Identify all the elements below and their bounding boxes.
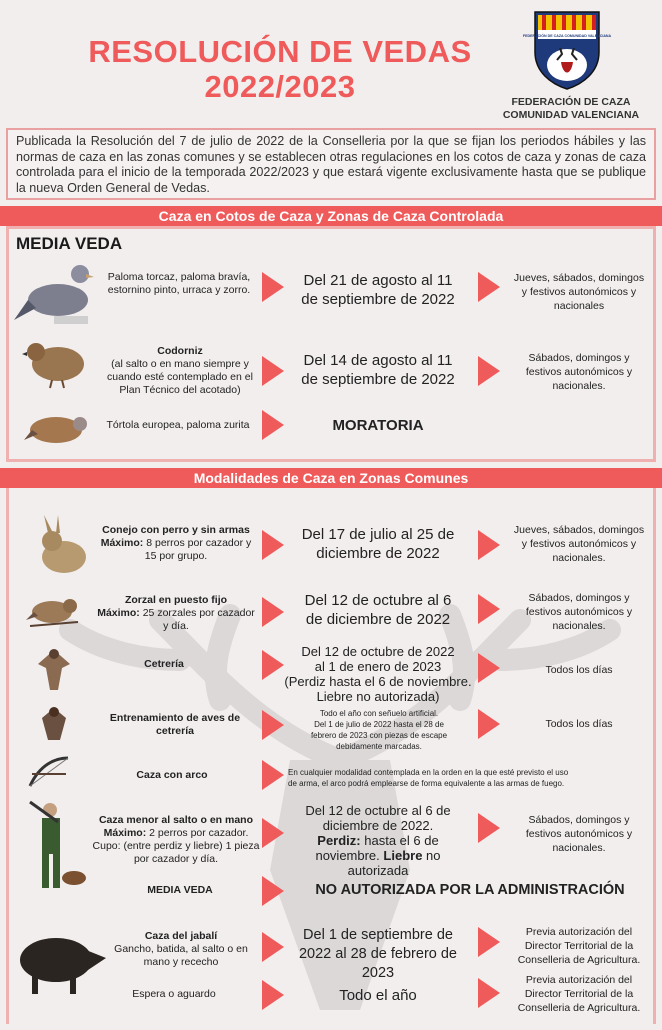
row-cetreria-date: Del 12 de octubre de 2022 al 1 de enero de 2023 (Perdiz hasta el 6 de noviembre. Liebre no autorizada) <box>284 644 472 704</box>
row-espera-title: Espera o aguardo <box>132 988 216 1000</box>
turtle-dove-icon <box>24 410 90 448</box>
title-line-2: 2022/2023 <box>204 69 356 104</box>
logo-text: FEDERACIÓN DE CAZA COMUNIDAD VALENCIANA <box>522 34 612 38</box>
arrow-icon <box>262 710 284 740</box>
row-tortola-status: MORATORIA <box>332 417 424 434</box>
arrow-icon <box>478 927 500 957</box>
row-caza-menor-date: Del 12 de octubre al 6 de diciembre de 2022. Perdiz: hasta el 6 de noviembre. Liebre no autorizada <box>305 803 451 878</box>
bow-icon <box>26 754 72 790</box>
row-caza-menor-desc: Caza menor al salto o en mano Máximo: 2 perros por cazador. Cupo: (entre perdiz y liebre) 1 pieza por cazador y día. <box>92 814 260 865</box>
row-zorzal-date: Del 12 de octubre al 6 de diciembre de 2022 <box>304 592 452 628</box>
hunter-with-dog-icon <box>30 800 86 892</box>
row-arco-note: En cualquier modalidad contemplada en la orden en la que esté previsto el uso de arma, el arco podrá emplearse de forma equivalente a las armas de fuego. <box>288 768 569 788</box>
row-zorzal-desc: Zorzal en puesto fijo Máximo: 25 zorzales por cazador y día. <box>97 594 255 632</box>
row-paloma-days: Jueves, sábados, domingos y festivos autonómicos y nacionales <box>513 272 645 312</box>
page-title <box>60 34 500 104</box>
row-jabali-date: Del 1 de septiembre de 2022 al 28 de febrero de 2023 <box>298 927 457 981</box>
row-codorniz-date: Del 14 de agosto al 11 de septiembre de 2022 <box>301 352 455 388</box>
row-jabali-days: Previa autorización del Director Territorial de la Conselleria de Agricultura. <box>517 926 641 966</box>
quail-icon <box>22 336 94 388</box>
row-media-veda-status: NO AUTORIZADA POR LA ADMINISTRACIÓN <box>315 882 625 898</box>
row-conejo-days: Jueves, sábados, domingos y festivos autonómicos y nacionales. <box>513 524 645 564</box>
row-entrenamiento-days: Todos los días <box>545 718 613 730</box>
arrow-icon <box>262 597 284 627</box>
federation-shield-logo-icon <box>522 10 612 90</box>
arrow-icon <box>478 978 500 1008</box>
arrow-icon <box>478 653 500 683</box>
arrow-icon <box>478 813 500 843</box>
row-jabali-desc: Caza del jabalí Gancho, batida, al salto o en mano y rececho <box>114 930 248 968</box>
row-media-veda-title: MEDIA VEDA <box>147 884 213 896</box>
row-codorniz-species: Codorniz (al salto o en mano siempre y cuando esté contemplado en el Plan Técnico del acotado) <box>107 345 253 396</box>
row-entrenamiento-title: Entrenamiento de aves de cetrería <box>109 712 241 737</box>
falcon-icon <box>34 646 74 692</box>
row-conejo-date: Del 17 de julio al 25 de diciembre de 2022 <box>301 526 455 562</box>
row-paloma-species: Paloma torcaz, paloma bravía, estornino pinto, urraca y zorro. <box>107 271 251 296</box>
wild-boar-icon <box>14 928 106 996</box>
falcon-perched-icon <box>36 704 72 744</box>
section1-band: Caza en Cotos de Caza y Zonas de Caza Controlada <box>0 206 662 226</box>
intro-paragraph: Publicada la Resolución del 7 de julio de 2022 de la Conselleria por la que se fijan los periodos hábiles y las normas de caza en las zonas comunes y se establecen otras regulaciones en los cotos de caza y zonas de caza controlada para el inicio de la temporada 2022/2023 y que estará vigente exclusivamente hasta que se publique la nueva Orden General de Vedas. <box>6 128 656 200</box>
pigeon-icon <box>14 258 94 328</box>
row-zorzal-days: Sábados, domingos y festivos autonómicos y nacionales. <box>525 592 633 632</box>
arrow-icon <box>262 876 284 906</box>
section2-band: Modalidades de Caza en Zonas Comunes <box>0 468 662 488</box>
row-arco-title: Caza con arco <box>136 769 208 781</box>
arrow-icon <box>262 760 284 790</box>
arrow-icon <box>262 272 284 302</box>
thrush-icon <box>26 592 82 632</box>
row-caza-menor-days: Sábados, domingos y festivos autonómicos y nacionales. <box>525 814 633 854</box>
row-tortola-species: Tórtola europea, paloma zurita <box>106 419 250 431</box>
row-cetreria-title: Cetrería <box>144 658 184 670</box>
media-veda-title: MEDIA VEDA <box>16 234 123 253</box>
row-codorniz-days: Sábados, domingos y festivos autonómicos y nacionales. <box>525 352 633 392</box>
row-paloma-date: Del 21 de agosto al 11 de septiembre de 2022 <box>301 272 455 308</box>
federation-name: FEDERACIÓN DE CAZA COMUNIDAD VALENCIANA <box>502 96 640 121</box>
arrow-icon <box>262 980 284 1010</box>
arrow-icon <box>262 932 284 962</box>
arrow-icon <box>262 818 284 848</box>
row-cetreria-days: Todos los días <box>545 664 613 676</box>
arrow-icon <box>478 594 500 624</box>
arrow-icon <box>262 410 284 440</box>
row-espera-days: Previa autorización del Director Territorial de la Conselleria de Agricultura. <box>517 974 641 1014</box>
rabbit-icon <box>34 515 90 575</box>
row-conejo-desc: Conejo con perro y sin armas Máximo: 8 perros por cazador y 15 por grupo. <box>100 524 252 562</box>
row-entrenamiento-note: Todo el año con señuelo artificial. Del 1 de julio de 2022 hasta el 28 de febrero de 2023 con piezas de escape debidamente marcadas. <box>310 709 448 751</box>
row-espera-date: Todo el año <box>339 987 417 1004</box>
title-line-1: RESOLUCIÓN DE VEDAS <box>88 34 472 69</box>
arrow-icon <box>478 709 500 739</box>
arrow-icon <box>478 356 500 386</box>
arrow-icon <box>262 356 284 386</box>
arrow-icon <box>478 530 500 560</box>
arrow-icon <box>478 272 500 302</box>
arrow-icon <box>262 530 284 560</box>
